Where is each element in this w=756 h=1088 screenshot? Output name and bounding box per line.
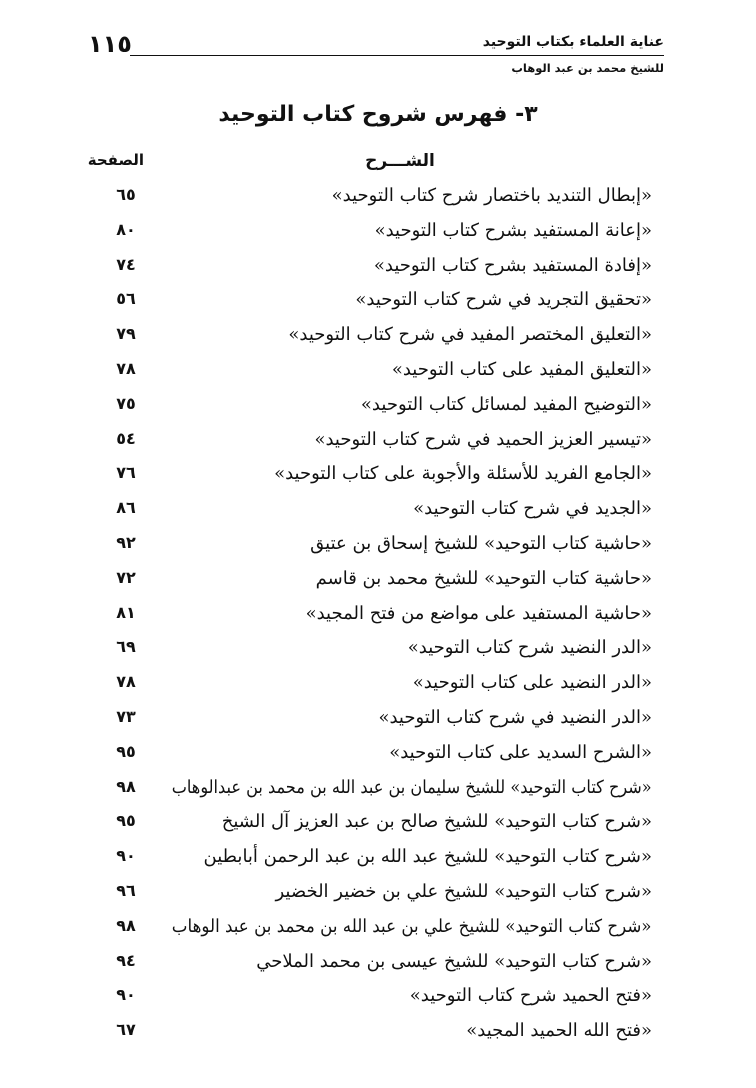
page-reference: ٨٠ <box>116 219 136 239</box>
index-row <box>96 704 652 739</box>
page-reference: ٧٥ <box>116 393 136 413</box>
commentary-title: «التوضيح المفيد لمسائل كتاب التوحيد» <box>360 393 652 415</box>
commentary-title: «شرح كتاب التوحيد» للشيخ عيسى بن محمد الملاحي <box>256 950 652 972</box>
page-reference: ٩٠ <box>116 985 136 1005</box>
page-reference: ٩٤ <box>116 950 136 970</box>
index-row <box>96 391 652 426</box>
page-reference: ٩٦ <box>116 880 136 900</box>
commentary-title: «تيسير العزيز الحميد في شرح كتاب التوحيد» <box>314 428 652 450</box>
commentary-title: «حاشية المستفيد على مواضع من فتح المجيد» <box>305 602 652 624</box>
page-reference: ٦٧ <box>116 1020 136 1040</box>
commentary-title: «حاشية كتاب التوحيد» للشيخ محمد بن قاسم <box>315 567 652 589</box>
page-column-heading: الصفحة <box>87 151 144 169</box>
page-reference: ٩٢ <box>116 532 136 552</box>
page-reference: ٩٥ <box>116 741 136 761</box>
commentary-title: «إبطال التنديد باختصار شرح كتاب التوحيد» <box>331 185 652 206</box>
index-row <box>96 460 652 495</box>
commentary-title: «الدر النضيد على كتاب التوحيد» <box>412 672 652 694</box>
index-row <box>96 878 652 913</box>
index-row <box>96 321 652 356</box>
commentary-title: «التعليق المختصر المفيد في شرح كتاب التوحيد» <box>288 324 652 346</box>
commentary-title: «فتح الله الحميد المجيد» <box>466 1020 652 1042</box>
index-table <box>96 182 652 1052</box>
commentary-title: «شرح كتاب التوحيد» للشيخ صالح بن عبد العزيز آل الشيخ <box>221 811 652 833</box>
page-number: ١١٥ <box>88 30 132 58</box>
index-row <box>96 530 652 565</box>
page-reference: ٩٨ <box>116 776 136 796</box>
commentary-title: «الجديد في شرح كتاب التوحيد» <box>413 498 652 520</box>
commentary-title: «شرح كتاب التوحيد» للشيخ علي بن عبد الله بن محمد بن عبد الوهاب <box>172 915 652 937</box>
index-row <box>96 252 652 287</box>
index-row <box>96 426 652 461</box>
index-row <box>96 1017 652 1052</box>
section-title: ٣- فهرس شروح كتاب التوحيد <box>218 102 538 127</box>
commentary-title: «شرح كتاب التوحيد» للشيخ علي بن خضير الخضير <box>275 880 652 902</box>
page-reference: ٥٦ <box>116 289 136 309</box>
index-row <box>96 808 652 843</box>
commentary-title: «الدر النضيد في شرح كتاب التوحيد» <box>378 706 652 728</box>
index-row <box>96 600 652 635</box>
commentary-title: «حاشية كتاب التوحيد» للشيخ إسحاق بن عتيق <box>310 532 652 554</box>
page-reference: ٧٤ <box>116 254 136 274</box>
index-row <box>96 217 652 252</box>
page-reference: ٦٥ <box>116 185 136 204</box>
page-reference: ٧٣ <box>116 706 136 726</box>
commentary-title: «الجامع الفريد للأسئلة والأجوبة على كتاب التوحيد» <box>274 463 652 485</box>
page-reference: ٩٨ <box>116 915 136 935</box>
page-reference: ٧٨ <box>116 672 136 692</box>
index-row <box>96 356 652 391</box>
running-header <box>0 0 756 90</box>
page-reference: ٦٩ <box>116 637 136 657</box>
commentary-title: «الدر النضيد شرح كتاب التوحيد» <box>407 637 652 659</box>
index-row <box>96 739 652 774</box>
index-row <box>96 982 652 1017</box>
index-row <box>96 182 652 217</box>
page-reference: ٧٦ <box>116 463 136 483</box>
page-reference: ٨١ <box>116 602 136 622</box>
page-reference: ٧٩ <box>116 324 136 344</box>
page-reference: ٧٨ <box>116 358 136 378</box>
index-row <box>96 669 652 704</box>
index-row <box>96 843 652 878</box>
commentary-title: «الشرح السديد على كتاب التوحيد» <box>389 741 652 763</box>
commentary-title: «شرح كتاب التوحيد» للشيخ عبد الله بن عبد الرحمن أبابطين <box>203 846 652 868</box>
commentary-title: «التعليق المفيد على كتاب التوحيد» <box>391 358 652 380</box>
commentary-title: «إفادة المستفيد بشرح كتاب التوحيد» <box>373 254 652 276</box>
index-row <box>96 565 652 600</box>
commentary-title: «تحقيق التجريد في شرح كتاب التوحيد» <box>355 289 652 311</box>
author-line: للشيخ محمد بن عبد الوهاب <box>511 61 664 75</box>
page-reference: ٨٦ <box>116 498 136 518</box>
page-reference: ٥٤ <box>116 428 136 448</box>
header-rule <box>130 55 664 56</box>
index-row <box>96 286 652 321</box>
index-row <box>96 774 652 809</box>
index-row <box>96 913 652 948</box>
commentary-title: «إعانة المستفيد بشرح كتاب التوحيد» <box>374 219 652 241</box>
index-row <box>96 634 652 669</box>
page-reference: ٧٢ <box>116 567 136 587</box>
page-reference: ٩٥ <box>116 811 136 831</box>
book-title: عناية العلماء بكتاب التوحيد <box>482 34 664 50</box>
commentary-column-heading: الشـــرح <box>365 151 435 171</box>
index-row <box>96 948 652 983</box>
page-reference: ٩٠ <box>116 846 136 866</box>
commentary-title: «فتح الحميد شرح كتاب التوحيد» <box>409 985 652 1007</box>
index-row <box>96 495 652 530</box>
commentary-title: «شرح كتاب التوحيد» للشيخ سليمان بن عبد الله بن محمد بن عبدالوهاب <box>172 776 652 798</box>
